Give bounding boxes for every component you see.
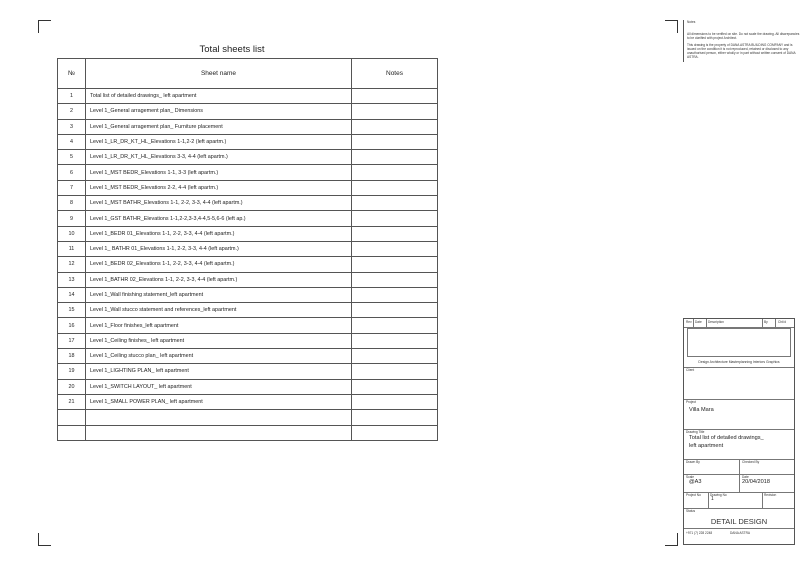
row-number: 13 bbox=[58, 272, 86, 287]
row-sheet-name: Level 1_Ceiling stucco plan_ left apartment bbox=[86, 349, 352, 364]
row-notes bbox=[352, 303, 438, 318]
row-number: 14 bbox=[58, 287, 86, 302]
revision-label: Revision bbox=[764, 493, 777, 497]
row-number: 11 bbox=[58, 241, 86, 256]
client-row bbox=[684, 367, 794, 400]
checked-label: Chk'd bbox=[778, 320, 787, 324]
row-sheet-name: Level 1_LIGHTING PLAN_ left apartment bbox=[86, 364, 352, 379]
table-row bbox=[58, 333, 438, 348]
drawn-by-label: Drawn By bbox=[686, 460, 700, 464]
row-number bbox=[58, 410, 86, 425]
row-sheet-name: Level 1_MST BEDR_Elevations 1-1, 3-3 (left apartm.) bbox=[86, 165, 352, 180]
row-number: 3 bbox=[58, 119, 86, 134]
company-phone: +971 (7) 228 2248 bbox=[686, 531, 713, 535]
row-notes bbox=[352, 287, 438, 302]
date-2-label: Date bbox=[742, 475, 749, 479]
table-row bbox=[58, 257, 438, 272]
row-notes bbox=[352, 257, 438, 272]
row-notes bbox=[352, 364, 438, 379]
drawing-title-line-2: left apartment bbox=[689, 443, 724, 449]
table-header-row bbox=[58, 59, 438, 89]
date-2-value: 20/04/2018 bbox=[742, 479, 770, 485]
notes-panel bbox=[683, 20, 800, 62]
row-number: 1 bbox=[58, 89, 86, 104]
table-row bbox=[58, 180, 438, 195]
table-row bbox=[58, 394, 438, 409]
scale-value: @A3 bbox=[689, 479, 702, 485]
table-row bbox=[58, 241, 438, 256]
checked-by-label: Checked By bbox=[742, 460, 760, 464]
row-number: 2 bbox=[58, 104, 86, 119]
header-notes: Notes bbox=[352, 59, 438, 89]
client-label: Client bbox=[686, 368, 695, 372]
rev-label: Rev bbox=[686, 320, 692, 324]
table-row bbox=[58, 303, 438, 318]
row-notes bbox=[352, 394, 438, 409]
row-sheet-name bbox=[86, 410, 352, 425]
project-no-label: Project No bbox=[686, 493, 701, 497]
row-sheet-name: Level 1_Wall stucco statement and references_left apartment bbox=[86, 303, 352, 318]
row-number: 6 bbox=[58, 165, 86, 180]
row-sheet-name: Level 1_Floor finishes_left apartment bbox=[86, 318, 352, 333]
row-number: 15 bbox=[58, 303, 86, 318]
row-notes bbox=[352, 425, 438, 440]
row-sheet-name: Level 1_General arragement plan_ Dimensions bbox=[86, 104, 352, 119]
table-row bbox=[58, 165, 438, 180]
table-row bbox=[58, 287, 438, 302]
sheets-table bbox=[57, 58, 438, 441]
notes-paragraph-2: This drawing is the property of DANA ASTRA BUILDING COMPANY and is issued on the condition it is not reproduced, retained or disclosed to any unauthorised person, either wholly or in part without written consent of DANA ASTRA. bbox=[687, 43, 796, 59]
row-sheet-name: Total list of detailed drawings_ left apartment bbox=[86, 89, 352, 104]
company-name: DANA ASTRA bbox=[730, 531, 751, 535]
row-number bbox=[58, 425, 86, 440]
row-sheet-name: Level 1_LR_DR_KT_HL_Elevations 1-1,2-2 (left apartm.) bbox=[86, 134, 352, 149]
table-row bbox=[58, 89, 438, 104]
row-notes bbox=[352, 333, 438, 348]
row-notes bbox=[352, 410, 438, 425]
table-row bbox=[58, 410, 438, 425]
table-row bbox=[58, 272, 438, 287]
row-number: 8 bbox=[58, 196, 86, 211]
crop-mark-bottom-left bbox=[38, 533, 51, 546]
row-number: 18 bbox=[58, 349, 86, 364]
row-notes bbox=[352, 119, 438, 134]
drawing-no-value: 1 bbox=[711, 496, 714, 502]
row-sheet-name: Level 1_BATHR 02_Elevations 1-1, 2-2, 3-3, 4-4 (left apartm.) bbox=[86, 272, 352, 287]
table-row bbox=[58, 104, 438, 119]
row-notes bbox=[352, 104, 438, 119]
row-notes bbox=[352, 211, 438, 226]
row-sheet-name: Level 1_BEDR 02_Elevations 1-1, 2-2, 3-3, 4-4 (left apartm.) bbox=[86, 257, 352, 272]
row-number: 9 bbox=[58, 211, 86, 226]
crop-mark-top-left bbox=[38, 20, 51, 33]
drawn-checked-row bbox=[684, 459, 794, 475]
table-row bbox=[58, 119, 438, 134]
row-number: 19 bbox=[58, 364, 86, 379]
row-sheet-name: Level 1_Wall finishing statement_left apartment bbox=[86, 287, 352, 302]
table-row bbox=[58, 349, 438, 364]
table-row bbox=[58, 379, 438, 394]
scale-date-row bbox=[684, 474, 794, 493]
row-notes bbox=[352, 272, 438, 287]
table-row bbox=[58, 425, 438, 440]
description-label: Description bbox=[708, 320, 724, 324]
notes-paragraph-1: All dimensions to be verified on site. Do not scale the drawing. All discrepancies to be clarified with project Architect. bbox=[687, 32, 800, 40]
row-notes bbox=[352, 379, 438, 394]
header-sheet-name: Sheet name bbox=[86, 59, 352, 89]
drawing-title-label: Drawing Title bbox=[686, 430, 705, 434]
table-row bbox=[58, 150, 438, 165]
row-sheet-name: Level 1_GST BATHR_Elevations 1-1,2-2,3-3,4-4,5-5,6-6 (left ap.) bbox=[86, 211, 352, 226]
row-number: 7 bbox=[58, 180, 86, 195]
row-notes bbox=[352, 349, 438, 364]
revision-header-row bbox=[684, 319, 794, 328]
drawing-no-label: Drawing No bbox=[710, 493, 727, 497]
row-sheet-name: Level 1_Ceiling finishes_ left apartment bbox=[86, 333, 352, 348]
row-notes bbox=[352, 318, 438, 333]
project-value: Villa Mara bbox=[689, 407, 714, 413]
row-number: 5 bbox=[58, 150, 86, 165]
row-number: 4 bbox=[58, 134, 86, 149]
row-notes bbox=[352, 241, 438, 256]
table-row bbox=[58, 226, 438, 241]
crop-mark-top-right bbox=[665, 20, 678, 33]
row-number: 17 bbox=[58, 333, 86, 348]
project-label: Project bbox=[686, 400, 696, 404]
table-row bbox=[58, 364, 438, 379]
drawing-title-row bbox=[684, 429, 794, 460]
by-label: By bbox=[764, 320, 768, 324]
title-block bbox=[683, 318, 795, 545]
disciplines-line: Design Architecture Masterplanning Interiors Graphics bbox=[698, 360, 780, 364]
row-notes bbox=[352, 180, 438, 195]
scale-label: Scale bbox=[686, 475, 694, 479]
row-sheet-name: Level 1_ BATHR 01_Elevations 1-1, 2-2, 3-3, 4-4 (left apartm.) bbox=[86, 241, 352, 256]
row-sheet-name: Level 1_SMALL POWER PLAN_ left apartment bbox=[86, 394, 352, 409]
row-number: 10 bbox=[58, 226, 86, 241]
row-sheet-name: Level 1_MST BEDR_Elevations 2-2, 4-4 (left apartm.) bbox=[86, 180, 352, 195]
row-sheet-name: Level 1_General arragement plan_ Furniture placement bbox=[86, 119, 352, 134]
row-sheet-name: Level 1_BEDR 01_Elevations 1-1, 2-2, 3-3, 4-4 (left apartm.) bbox=[86, 226, 352, 241]
table-body bbox=[58, 89, 438, 441]
row-notes bbox=[352, 196, 438, 211]
project-row bbox=[684, 399, 794, 430]
row-number: 21 bbox=[58, 394, 86, 409]
drawing-title-line-1: Total list of detailed drawings_ bbox=[689, 435, 764, 441]
logo-area bbox=[687, 328, 791, 357]
status-label: Status bbox=[686, 509, 696, 513]
company-row bbox=[684, 528, 794, 538]
row-notes bbox=[352, 134, 438, 149]
row-notes bbox=[352, 89, 438, 104]
table-row bbox=[58, 134, 438, 149]
row-sheet-name bbox=[86, 425, 352, 440]
table-row bbox=[58, 211, 438, 226]
row-sheet-name: Level 1_SWITCH LAYOUT_ left apartment bbox=[86, 379, 352, 394]
row-number: 12 bbox=[58, 257, 86, 272]
row-number: 20 bbox=[58, 379, 86, 394]
header-number: № bbox=[58, 59, 86, 89]
row-notes bbox=[352, 150, 438, 165]
date-label: Date bbox=[695, 320, 702, 324]
row-sheet-name: Level 1_LR_DR_KT_HL_Elevations 3-3, 4-4 (left apartm.) bbox=[86, 150, 352, 165]
status-value: DETAIL DESIGN bbox=[710, 517, 768, 526]
row-notes bbox=[352, 165, 438, 180]
row-notes bbox=[352, 226, 438, 241]
crop-mark-bottom-right bbox=[665, 533, 678, 546]
notes-heading: Notes bbox=[687, 20, 696, 24]
row-number: 16 bbox=[58, 318, 86, 333]
table-row bbox=[58, 196, 438, 211]
project-number-row bbox=[684, 492, 794, 509]
row-sheet-name: Level 1_MST BATHR_Elevations 1-1, 2-2, 3-3, 4-4 (left apartm.) bbox=[86, 196, 352, 211]
table-row bbox=[58, 318, 438, 333]
page-title: Total sheets list bbox=[199, 44, 265, 55]
